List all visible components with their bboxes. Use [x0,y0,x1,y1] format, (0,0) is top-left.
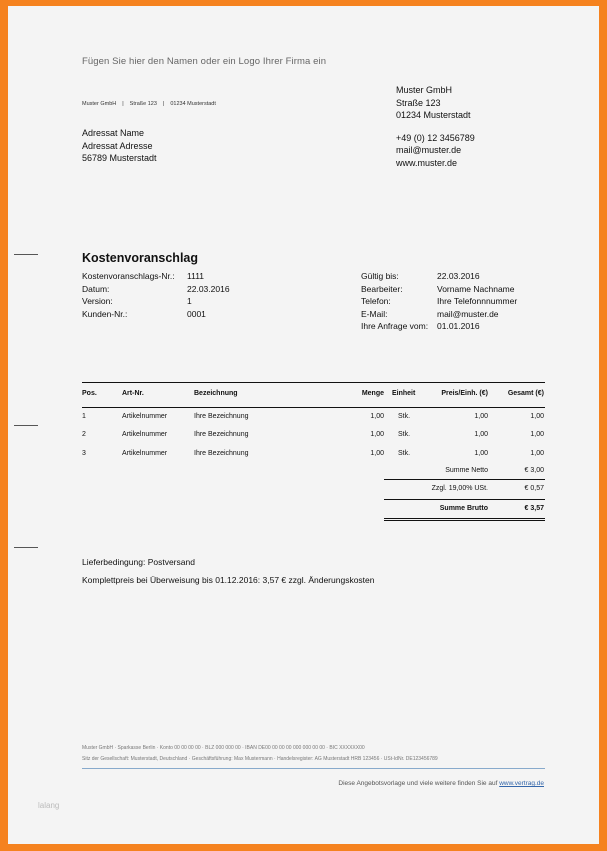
detail-value: Ihre Telefonnnummer [437,296,518,306]
ust-value: € 0,57 [524,485,544,492]
detail-label: Telefon: [361,296,391,306]
detail-label: E-Mail: [361,308,388,319]
col-header-preis: Preis/Einh. (€) [441,390,488,397]
company-email: mail@muster.de [396,145,462,155]
cell-bez: Ihre Bezeichnung [194,431,249,438]
punch-mark [14,425,38,426]
summe-netto-value: € 3,00 [524,467,544,474]
cell-gesamt: 1,00 [530,431,544,438]
col-header-art: Art-Nr. [122,390,144,397]
ust-label: Zzgl. 19,00% USt. [431,485,488,492]
cell-preis: 1,00 [474,450,488,457]
cell-pos: 1 [82,413,86,420]
sender-name: Muster GmbH [82,101,117,107]
company-website: www.muster.de [396,157,458,168]
fold-mark-top [14,254,38,255]
document-title: Kostenvoranschlag [82,251,199,265]
table-top-rule [82,382,545,383]
col-header-bez: Bezeichnung [194,390,238,397]
footer-company-info: Sitz der Gesellschaft: Musterstadt, Deutschland · Geschäftsführung: Max Mustermann · Handelsregister: AG Musterstadt HRB 123456 · USt-IdNr. DE123456789 [82,756,438,762]
fold-mark-bottom [14,547,38,548]
promo-link[interactable]: www.vertrag.de [499,780,544,787]
detail-label: Version: [82,296,113,306]
col-header-pos: Pos. [82,390,97,397]
document-page [8,6,599,844]
company-street: Straße 123 [396,97,441,108]
totals-rule [384,479,545,480]
document-details-left [82,270,230,320]
detail-value: 01.01.2016 [437,321,480,331]
cell-menge: 1,00 [370,450,384,457]
col-header-menge: Menge [361,390,384,397]
detail-label: Bearbeiter: [361,283,403,294]
cell-art: Artikelnummer [122,413,168,420]
brutto-rule-bottom [384,518,545,519]
table-header-rule [82,407,545,408]
recipient-name: Adressat Name [82,128,145,138]
detail-value: 22.03.2016 [437,271,480,281]
recipient-address [82,127,157,165]
summe-netto-label: Summe Netto [445,467,488,474]
document-details-right [361,270,517,333]
detail-value: 1 [187,296,192,306]
detail-label: Ihre Anfrage vom: [361,321,429,331]
col-header-gesamt: Gesamt (€) [507,390,544,397]
cell-pos: 3 [82,450,86,457]
brutto-value: € 3,57 [524,505,544,512]
cell-art: Artikelnummer [122,431,168,438]
detail-value: 1111 [187,271,205,281]
company-phone: +49 (0) 12 3456789 [396,132,475,143]
cell-menge: 1,00 [370,431,384,438]
cell-gesamt: 1,00 [530,413,544,420]
detail-label: Datum: [82,283,110,294]
cell-pos: 2 [82,431,86,438]
footer-rule [82,768,545,769]
cell-einheit: Stk. [398,431,411,438]
detail-label: Kostenvoranschlags-Nr.: [82,271,175,281]
sender-separator: | [122,101,124,107]
company-city: 01234 Musterstadt [396,110,471,120]
company-info [396,84,475,169]
cell-bez: Ihre Bezeichnung [194,413,249,420]
cell-art: Artikelnummer [122,450,168,457]
payment-terms: Komplettpreis bei Überweisung bis 01.12.2016: 3,57 € zzgl. Änderungskosten [82,575,375,585]
detail-value: mail@muster.de [437,308,499,319]
detail-value: 0001 [187,308,206,319]
detail-label: Kunden-Nr.: [82,308,128,319]
detail-value: Vorname Nachname [437,283,515,294]
sender-return-line [82,101,216,107]
cell-gesamt: 1,00 [530,450,544,457]
sender-separator: | [162,101,165,107]
company-name: Muster GmbH [396,85,453,95]
cell-bez: Ihre Bezeichnung [194,450,249,457]
recipient-city: 56789 Musterstadt [82,153,157,163]
brutto-label: Summe Brutto [439,505,488,512]
sender-street: Straße 123 [129,101,157,107]
watermark: lalang [38,801,60,810]
footer-bank-info: Muster GmbH · Sparkasse Berlin · Konto 00 00 00 00 · BLZ 000 000 00 · IBAN DE00 00 00 00 000 000 00 00 · BIC XXXXXX00 [82,745,365,751]
brutto-rule-double [384,520,545,521]
cell-preis: 1,00 [474,431,488,438]
delivery-terms: Lieferbedingung: Postversand [82,557,195,567]
col-header-einheit: Einheit [392,390,416,397]
sender-city: 01234 Musterstadt [170,101,216,107]
brutto-rule-top [384,499,545,500]
promo-note [338,780,544,787]
cell-menge: 1,00 [370,413,384,420]
cell-einheit: Stk. [398,450,411,457]
recipient-street: Adressat Adresse [82,140,153,151]
promo-text: Diese Angebotsvorlage und viele weitere finden Sie auf [338,780,500,787]
logo-placeholder: Fügen Sie hier den Namen oder ein Logo Ihrer Firma ein [82,56,327,67]
cell-einheit: Stk. [398,413,411,420]
detail-label: Gültig bis: [361,271,399,281]
detail-value: 22.03.2016 [187,283,230,294]
cell-preis: 1,00 [474,413,488,420]
